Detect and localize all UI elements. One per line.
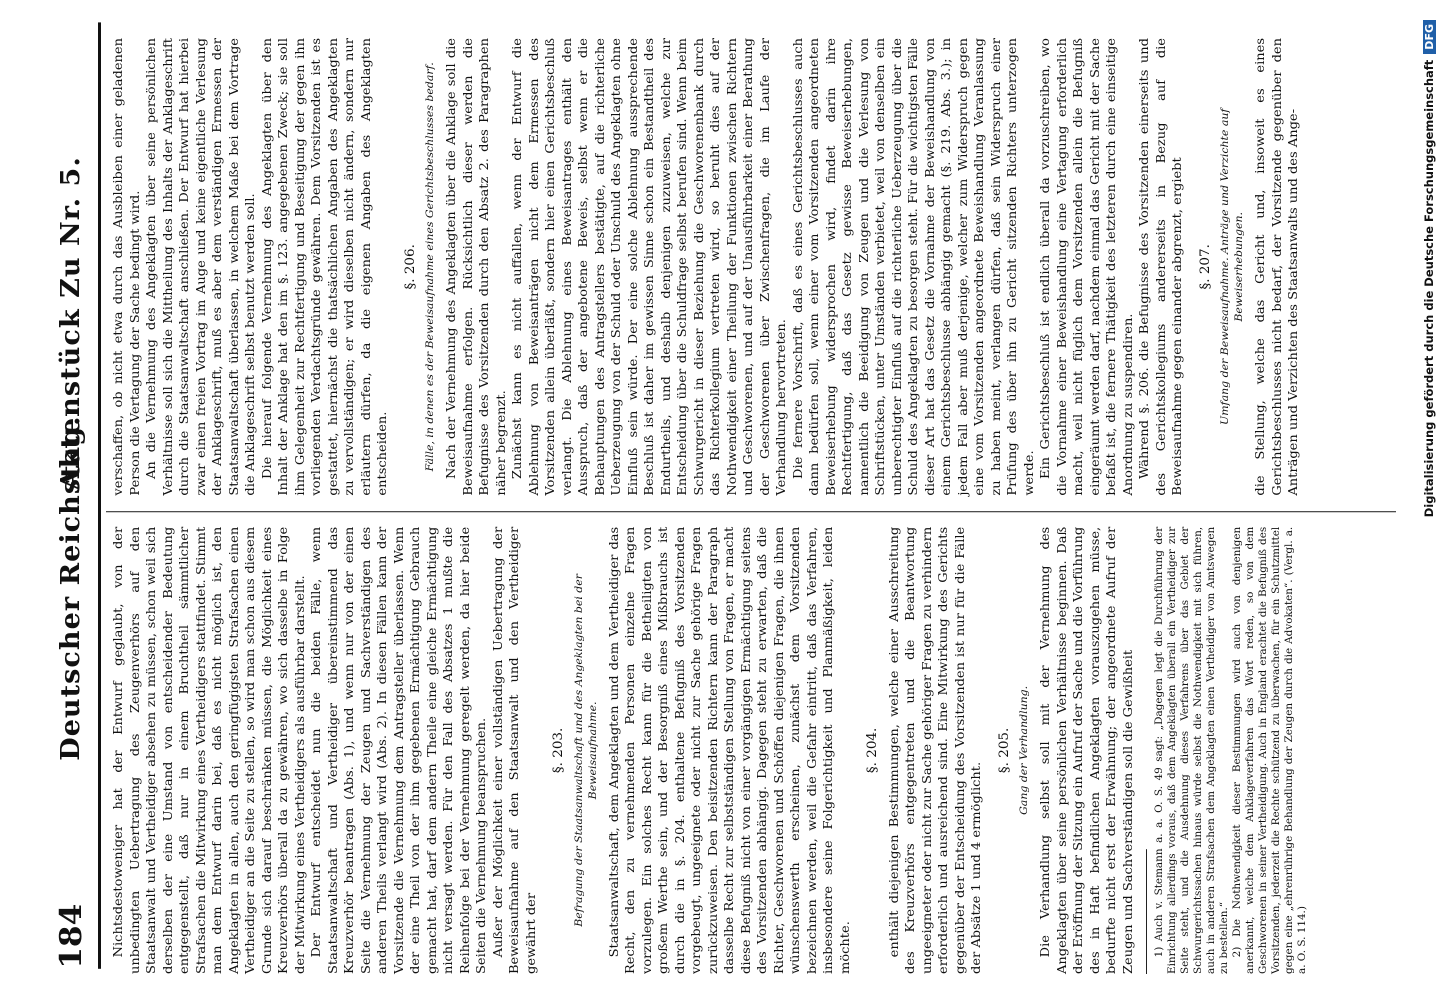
footnote: 2) Die Nothwendigkeit dieser Bestimmungen wird auch von denjenigen anerkannt, welche dem Anklageverfahren das Wort reden, so von dem Geschworenen in seiner Vertheidigung. Auch in England erachtet die Befugniß des Vorsitzenden, jederzeit die Rechte schützend zu überwachen, für ein Schutzmittel gegen eine „ehrenrührige Behandlung der Zeugen durch die Advokaten“. (Vergl. a. a. O. S. 114.): [1232, 526, 1308, 974]
section-heading-207: §. 207.: [1197, 244, 1213, 290]
paragraph: enthält diejenigen Bestimmungen, welche einer Ausschreitung des Kreuzverhörs entgegentreten und die Beantwortung ungeeigneter oder nicht zur Sache gehöriger Fragen zu verhindern erforderlich und ausreichend sind. Eine Mitwirkung des Gerichts gegenüber der Entscheidung des Vorsitzenden ist nur für die Fälle der Absätze 1 und 4 ermöglicht.: [885, 526, 983, 974]
paragraph: Die fernere Vorschrift, daß es eines Gerichtsbeschlusses auch dann bedürfen soll, wenn einer vom Vorsitzenden angeordneten Beweiserhebung widersprochen wird, findet darin ihre Rechtfertigung, daß das Gesetz gewisse Beweiserhebungen, namentlich die Beeidigung von Zeugen und die Verlesung von Schriftstücken, unter Umständen verbietet, weil von denselben ein unberechtigter Einfluß auf die richterliche Ueberzeugung über die Schuld des Angeklagten zu besorgen steht. Für die wichtigsten Fälle dieser Art hat das Gesetz die Vornahme der Beweishandlung von einem Gerichtsbeschlusse abhängig gemacht (§. 219. Abs. 3.); in jedem Fall aber muß derjenige, welcher zum Widerspruch gegen eine vom Vorsitzenden angeordnete Beweishandlung Veranlassung zu haben meint, verlangen dürfen, daß sein Widerspruch einer Prüfung des über ihn zu Gericht sitzenden Richters unterzogen werde.: [789, 38, 1036, 496]
running-head-left: Deutscher Reichstag.: [56, 415, 86, 761]
paragraph: Nach der Vernehmung des Angeklagten über die Anklage soll die Beweisaufnahme erfolgen. Rücksichtlich dieser werden die Befugnisse des Vorsitzenden durch den Absatz 2. des Paragraphen näher begrenzt.: [443, 38, 508, 496]
paragraph: Der Entwurf entscheidet nun die beiden Fälle, wenn Staatsanwaltschaft und Vertheidiger übereinstimmend das Kreuzverhör beantragen (Abs. 1), und wenn nur von der einen Seite die Vernehmung der Zeugen und Sachverständigen des anderen Theils verlangt wird (Abs. 2). In diesen Fällen kann der Vorsitzende die Vernehmung dem Antragsteller überlassen. Wenn der eine Theil von der ihm gegebenen Ermächtigung Gebrauch gemacht hat, darf dem andern Theile eine gleiche Ermächtigung nicht versagt werden. Für den Fall des Absatzes 1 mußte die Reihenfolge bei der Vernehmung geregelt werden, da hier beide Seiten die Vernehmung beanspruchen.: [308, 526, 488, 974]
header-rule: [98, 22, 101, 968]
section-heading-203: §. 203.: [551, 727, 566, 774]
page-header: [46, 22, 106, 979]
scanned-sheet: [40, 0, 1410, 1000]
paragraph: Während §. 206. die Befugnisse des Vorsitzenden einerseits und des Gerichtskollegiums andererseits in Bezug auf die Beweisaufnahme gegen einander abgrenzt, ergiebt: [1136, 38, 1184, 496]
digitization-note: Digitalisierung gefördert durch die Deutsche Forschungsgemeinschaft: [1422, 59, 1436, 518]
paragraph: Die hierauf folgende Vernehmung des Angeklagten über den Inhalt der Anklage hat den im §. 123. angegebenen Zweck; sie soll ihm Gelegenheit zur Rechtfertigung und Beseitigung der gegen ihn vorliegenden Verdachtsgründe gewähren. Dem Vorsitzenden ist es gestattet, hiernächst die thatsächlichen Angaben des Angeklagten zu vervollständigen; er wird dieselben nicht ändern, sondern nur erläutern dürfen, da die eigenen Angaben des Angeklagten entscheiden.: [258, 38, 389, 496]
paragraph: Staatsanwaltschaft, dem Angeklagten und dem Vertheidiger das Recht, den zu vernehmenden Personen einzelne Fragen vorzulegen. Ein solches Recht kann für die Betheiligten von großem Werthe sein, und der Besorgniß eines Mißbrauchs ist durch die in §. 204. enthaltene Befugniß des Vorsitzenden vorgebeugt, ungeeignete oder nicht zur Sache gehörige Fragen zurückzuweisen. Den beisitzenden Richtern kann der Paragraph dasselbe Recht zur selbstständigen Stellung von Fragen, er macht diese Befugniß nicht von einer vorgängigen Ermächtigung seitens des Vorsitzenden abhängig. Dagegen steht zu erwarten, daß die Richter, Geschworenen und Schöffen diejenigen Fragen, die ihnen wünschenswerth erscheinen, zunächst dem Vorsitzenden bezeichnen werden, weil die Gefahr eintritt, daß das Verfahren, insbesondere seine Folgerichtigkeit und Planmäßigkeit, leiden möchte.: [605, 526, 852, 974]
paragraph: Ein Gerichtsbeschluß ist endlich überall da vorzuschreiben, wo die Vornahme einer Beweishandlung eine Vertagung erforderlich macht, weil nicht füglich dem Vorsitzenden allein die Befugniß eingeräumt werden darf, nachdem einmal das Gericht mit der Sache befaßt ist, die fernere Thätigkeit des letzteren durch eine einseitige Anordnung zu suspendiren.: [1037, 38, 1135, 496]
column-divider: [106, 511, 1396, 512]
paragraph: Zunächst kann es nicht auffallen, wenn der Entwurf die Ablehnung von Beweisanträgen nicht dem Ermessen des Vorsitzenden allein überläßt, sondern hier einen Gerichtsbeschluß verlangt. Die Ablehnung eines Beweisantrages enthält den Ausspruch, daß der angebotene Beweis, selbst wenn er die Behauptungen des Antragstellers bestätigte, auf die richterliche Ueberzeugung von der Schuld oder Unschuld des Angeklagten ohne Einfluß sein würde. Der eine solche Ablehnung aussprechende Beschluß ist daher im gewissen Sinne schon ein Bestandtheil des Endurtheils, und deshalb denjenigen zuzuweisen, welche zur Entscheidung über die Schuldfrage selbst berufen sind. Wenn beim Schwurgericht in dieser Beziehung die Geschworenenbank durch das Richterkollegium vertreten wird, so beruht dies auf der Nothwendigkeit einer Theilung der Funktionen zwischen Richtern und Geschworenen, und auf der Unausführbarkeit einer Berathung der Geschworenen über Zwischenfragen, die im Laufe der Verhandlung hervortreten.: [509, 38, 788, 496]
page-number: 184: [54, 903, 89, 969]
section-subtitle-207: Umfang der Beweisaufnahme. Anträge und Verzichte auf Beweiserhebungen.: [1219, 108, 1245, 426]
section-subtitle-203: Befragung der Staatsanwaltschaft und des Angeklagten bei der Beweisaufnahme.: [572, 574, 599, 927]
section-subtitle-205: Gang der Verhandlung.: [1018, 685, 1030, 815]
paragraph: Außer der Möglichkeit einer vollständigen Uebertragung der Beweisaufnahme auf den Staatsanwalt und den Vertheidiger gewährt der: [489, 526, 538, 974]
digitization-credit: [1402, 20, 1436, 980]
document-page: [40, 2, 1410, 1000]
footnote-rule: [1146, 849, 1147, 974]
right-column: [110, 38, 1302, 496]
digitization-credit-text: [1422, 20, 1444, 980]
running-head-right: Aktenstück Zu Nr. 5.: [56, 156, 86, 491]
dfg-logo: DFG: [1423, 20, 1436, 54]
footnote: 1) Auch v. Stemann a. a. O. S. 49 sagt: „Dagegen legt die Durchführung der Einrichtung allerdings voraus, daß dem Angeklagten überall ein Vertheidiger zur Seite steht, und die Ausdehnung dieses Verfahrens über das Gebiet der Schwurgerichtssachen hinaus würde selbst die Nothwendigkeit mit sich führen, auch in anderen Strafsachen dem Angeklagten einen Vertheidiger von Amtswegen zu bestellen.“: [1154, 526, 1230, 974]
section-heading-205: §. 205.: [996, 727, 1012, 774]
paragraph: verschaffen, ob nicht etwa durch das Ausbleiben einer geladenen Person die Vertagung der Sache bedingt wird.: [110, 38, 142, 496]
paragraph: An die Vernehmung des Angeklagten über seine persönlichen Verhältnisse soll sich die Mittheilung des Inhalts der Anklageschrift durch die Staatsanwaltschaft anschließen. Der Entwurf hat hierbei zwar einen freien Vortrag im Auge und keine eigentliche Verlesung der Anklageschrift, muß es aber dem verständigen Ermessen der Staatsanwaltschaft überlassen, in welchem Maße bei dem Vortrage die Anklageschrift selbst benutzt werden soll.: [143, 38, 257, 496]
paragraph: die Stellung, welche das Gericht und, insoweit es eines Gerichtsbeschlusses nicht bedarf, der Vorsitzende gegenüber den Anträgen und Verzichten des Staatsanwalts und des Ange-: [1252, 38, 1300, 496]
paragraph: Nichtsdestoweniger hat der Entwurf geglaubt, von der unbedingten Uebertragung des Zeugenverhörs auf den Staatsanwalt und Vertheidiger absehen zu müssen, schon weil sich derselben der eine Umstand von entscheidender Bedeutung entgegenstellt, daß nur in einem Bruchtheil sämmtlicher Strafsachen die Mitwirkung eines Vertheidigers stattfindet. Stimmt man dem Entwurf darin bei, daß es nicht möglich ist, den Angeklagten in allen, auch den geringfügigsten Strafsachen einen Vertheidiger an die Seite zu stellen, so wird man schon aus diesem Grunde sich darauf beschränken müssen, die Möglichkeit eines Kreuzverhörs überall da zu gewähren, wo sich dasselbe in Folge der Mitwirkung eines Vertheidigers als ausführbar darstellt.: [110, 526, 307, 974]
section-heading-206: §. 206.: [402, 244, 418, 290]
left-column: [110, 527, 1309, 974]
section-heading-204: §. 204.: [865, 727, 880, 774]
paragraph: Die Verhandlung selbst soll mit der Vernehmung des Angeklagten über seine persönlichen Verhältnisse beginnen. Daß der Eröffnung der Sitzung ein Aufruf der Sache und die Vorführung des in Haft befindlichen Angeklagten vorauszugehen müsse, bedurfte nicht erst der Erwähnung; der angeordnete Aufruf der Zeugen und Sachverständigen soll die Gewißheit: [1037, 526, 1135, 974]
section-subtitle-206: Fälle, in denen es der Beweisaufnahme eines Gerichtsbeschlusses bedarf.: [424, 62, 436, 472]
